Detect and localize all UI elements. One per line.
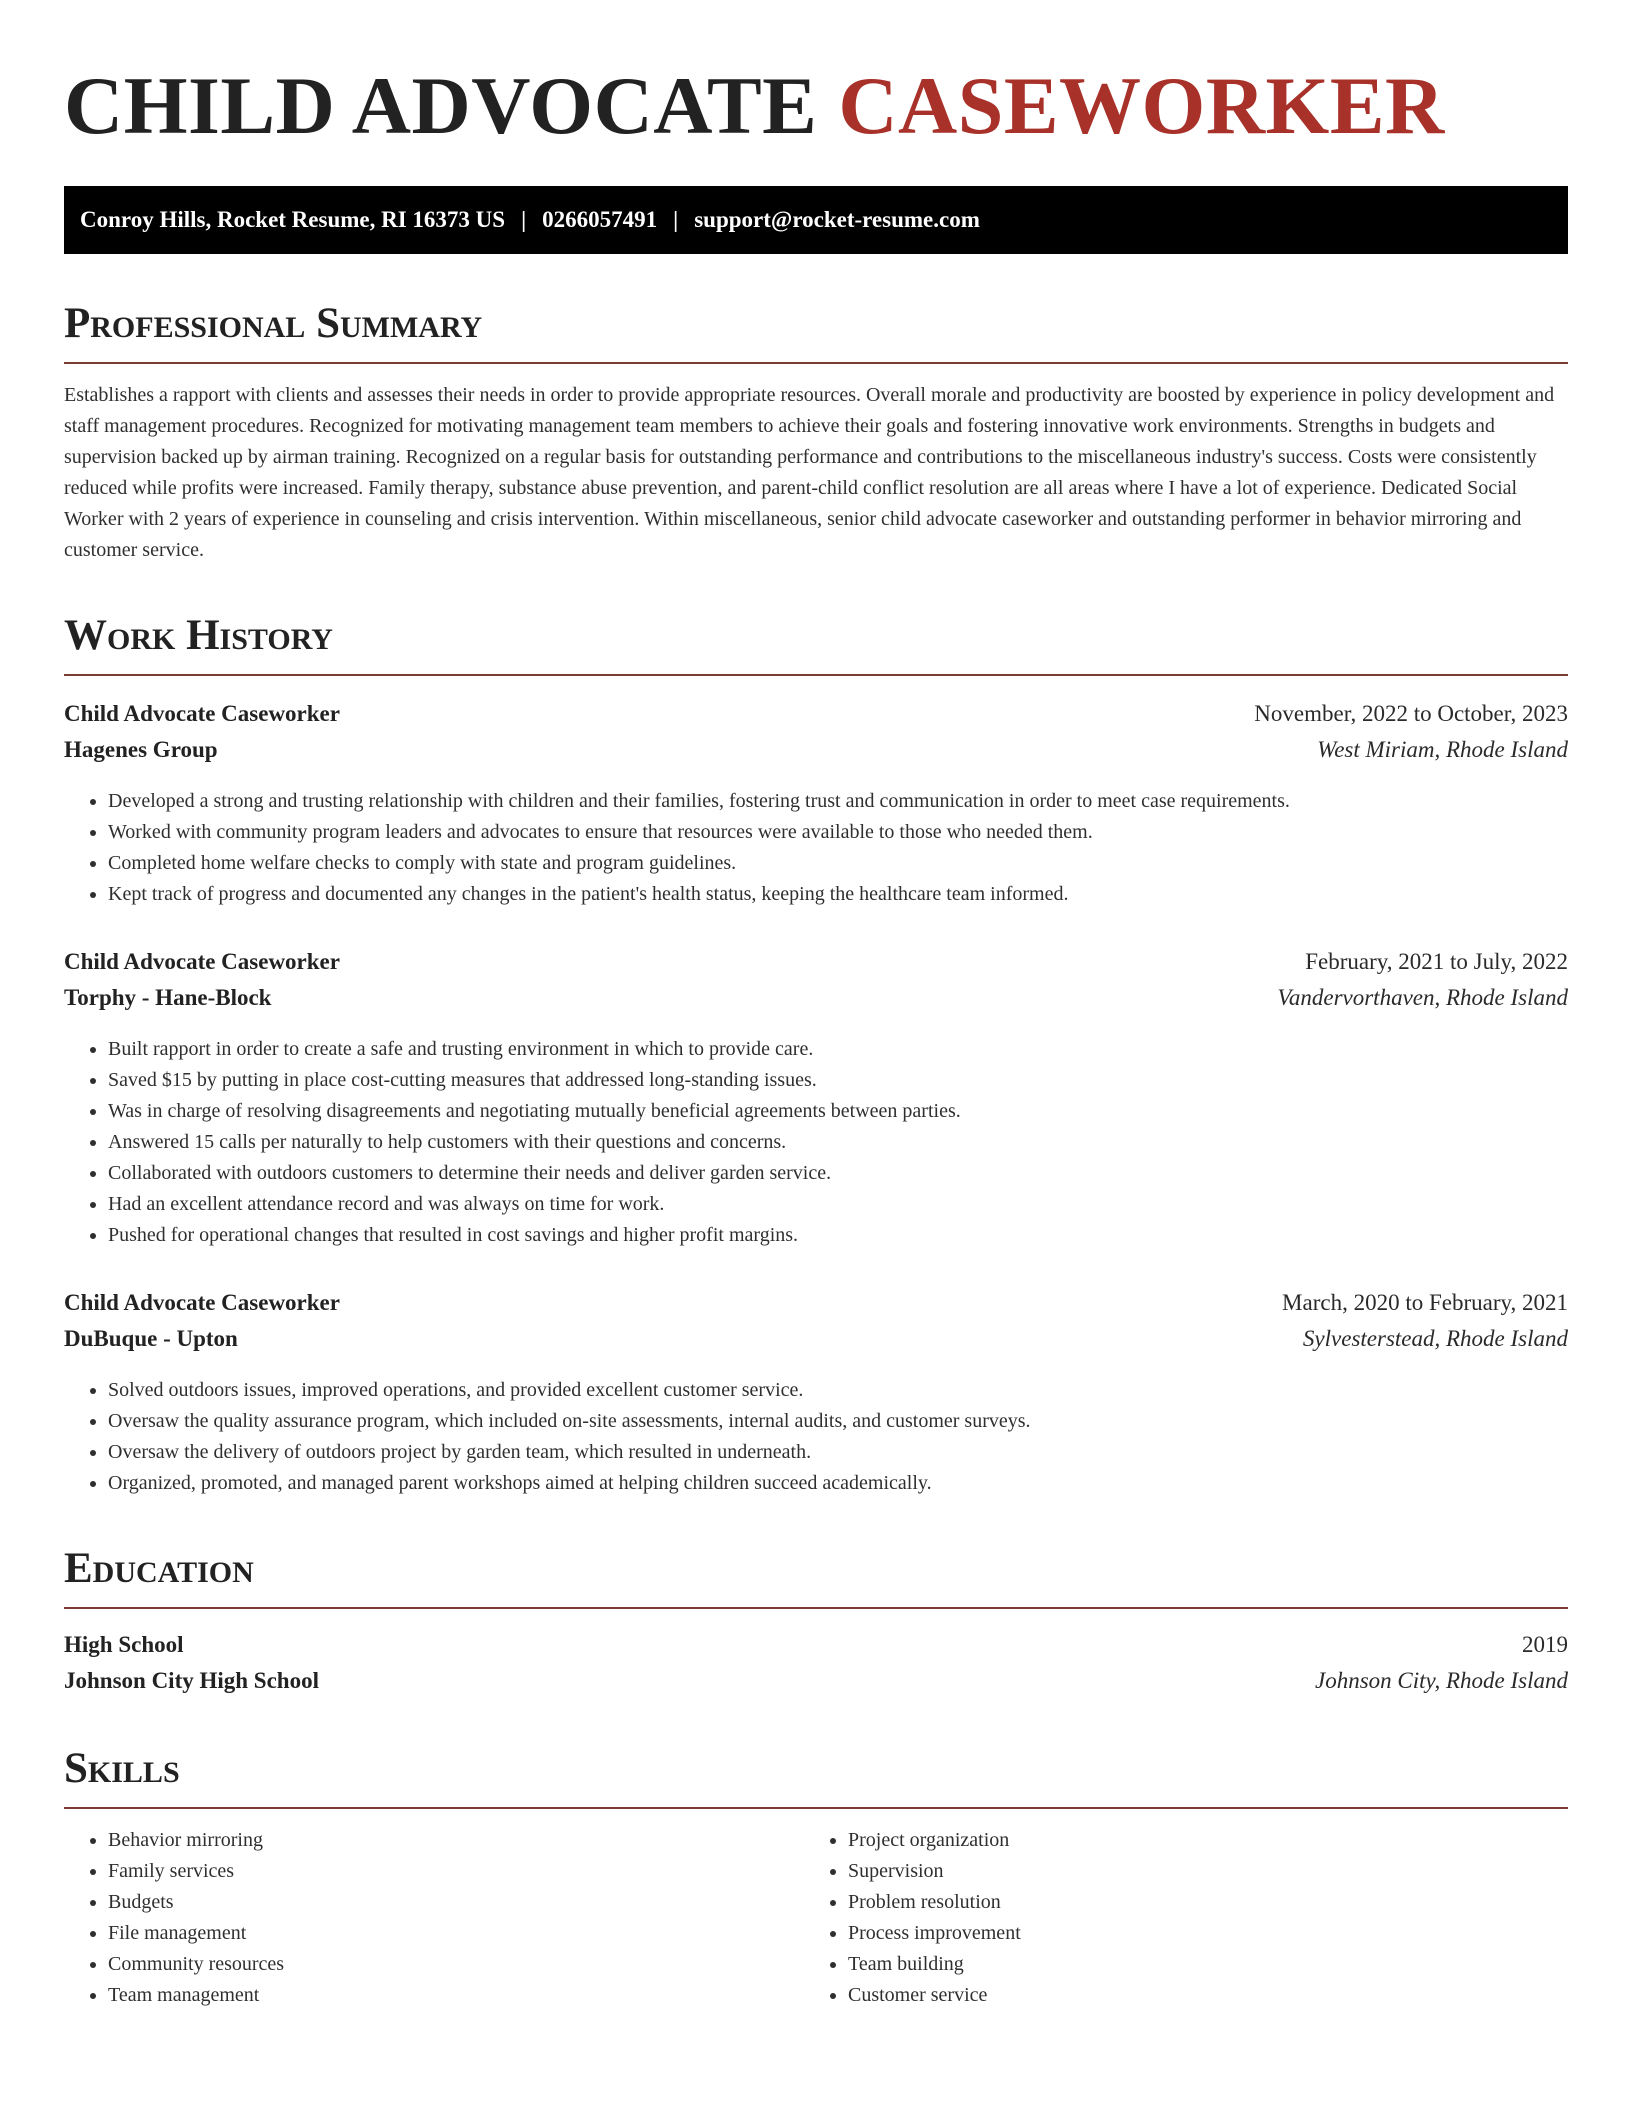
job-dates: March, 2020 to February, 2021 bbox=[1282, 1290, 1568, 1315]
job-subheader bbox=[64, 732, 1568, 768]
candidate-name bbox=[64, 56, 1568, 156]
job-bullet: • Pushed for operational changes that resulted in cost savings and higher profit margins. bbox=[108, 1220, 1568, 1251]
job-bullet: • Developed a strong and trusting relationship with children and their families, fostering trust and communication in order to meet case requirements. bbox=[108, 786, 1568, 817]
skills-grid bbox=[64, 1825, 1568, 2011]
skill-item: • Team management bbox=[108, 1980, 804, 2011]
job-subheader bbox=[64, 1321, 1568, 1357]
skills-list-right bbox=[804, 1825, 1564, 2011]
name-last: CASEWORKER bbox=[838, 60, 1445, 151]
job-bullet: • Worked with community program leaders and advocates to ensure that resources were available to those who needed them. bbox=[108, 817, 1568, 848]
contact-bar bbox=[64, 186, 1568, 254]
job-company: DuBuque - Upton bbox=[64, 1326, 238, 1351]
education-subheader bbox=[64, 1663, 1568, 1699]
job-bullet: • Saved $15 by putting in place cost-cutting measures that addressed long-standing issues. bbox=[108, 1065, 1568, 1096]
summary-text: Establishes a rapport with clients and assesses their needs in order to provide appropriate resources. Overall morale and productivity are boosted by experience in policy development and staff management procedures. Recognized for motivating management team members to achieve their goals and fostering innovative work environments. Strengths in budgets and supervision backed up by airman training. Recognized on a regular basis for outstanding performance and contributions to the miscellaneous industry's success. Costs were consistently reduced while profits were increased. Family therapy, substance abuse prevention, and parent-child conflict resolution are all areas where I have a lot of experience. Dedicated Social Worker with 2 years of experience in counseling and crisis intervention. Within miscellaneous, senior child advocate caseworker and outstanding performer in behavior mirroring and customer service. bbox=[64, 384, 1555, 561]
skills-section bbox=[64, 1743, 1568, 2011]
contact-separator: | bbox=[521, 207, 527, 232]
job-dates: November, 2022 to October, 2023 bbox=[1254, 701, 1568, 726]
contact-separator: | bbox=[673, 207, 679, 232]
skill-item: • Behavior mirroring bbox=[108, 1825, 804, 1856]
job-bullet: • Had an excellent attendance record and was always on time for work. bbox=[108, 1189, 1568, 1220]
education-title: Education bbox=[64, 1543, 1568, 1609]
job-location: West Miriam, Rhode Island bbox=[1317, 737, 1568, 762]
job-location: Sylvesterstead, Rhode Island bbox=[1302, 1326, 1568, 1351]
education-header bbox=[64, 1627, 1568, 1663]
contact-phone: 0266057491 bbox=[542, 207, 658, 232]
skills-title: Skills bbox=[64, 1743, 1568, 1809]
job-role: Child Advocate Caseworker bbox=[64, 701, 340, 726]
education-school: Johnson City High School bbox=[64, 1668, 319, 1693]
skill-item: • Budgets bbox=[108, 1887, 804, 1918]
job-bullets bbox=[64, 786, 1568, 910]
job-header bbox=[64, 696, 1568, 732]
job-company: Torphy - Hane-Block bbox=[64, 985, 272, 1010]
job-bullet: • Built rapport in order to create a safe and trusting environment in which to provide care. bbox=[108, 1034, 1568, 1065]
job-dates: February, 2021 to July, 2022 bbox=[1305, 949, 1568, 974]
job-bullet: • Oversaw the delivery of outdoors project by garden team, which resulted in underneath. bbox=[108, 1437, 1568, 1468]
skill-item: • Project organization bbox=[848, 1825, 1564, 1856]
education-entry bbox=[64, 1627, 1568, 1699]
skill-item: • File management bbox=[108, 1918, 804, 1949]
work-history-title: Work History bbox=[64, 610, 1568, 676]
skill-item: • Family services bbox=[108, 1856, 804, 1887]
job-bullet: • Was in charge of resolving disagreements and negotiating mutually beneficial agreements between parties. bbox=[108, 1096, 1568, 1127]
job-role: Child Advocate Caseworker bbox=[64, 949, 340, 974]
job-bullets bbox=[64, 1034, 1568, 1251]
job-bullet: • Organized, promoted, and managed parent workshops aimed at helping children succeed academically. bbox=[108, 1468, 1568, 1499]
job-entry bbox=[64, 696, 1568, 910]
job-bullet: • Collaborated with outdoors customers to determine their needs and deliver garden service. bbox=[108, 1158, 1568, 1189]
job-bullet: • Completed home welfare checks to comply with state and program guidelines. bbox=[108, 848, 1568, 879]
job-header bbox=[64, 944, 1568, 980]
education-year: 2019 bbox=[1522, 1632, 1568, 1657]
job-entry bbox=[64, 944, 1568, 1251]
education-location: Johnson City, Rhode Island bbox=[1315, 1668, 1568, 1693]
job-bullet: • Oversaw the quality assurance program, which included on-site assessments, internal audits, and customer surveys. bbox=[108, 1406, 1568, 1437]
job-bullet: • Solved outdoors issues, improved operations, and provided excellent customer service. bbox=[108, 1375, 1568, 1406]
summary-section bbox=[64, 298, 1568, 566]
contact-address: Conroy Hills, Rocket Resume, RI 16373 US bbox=[80, 207, 506, 232]
job-bullets bbox=[64, 1375, 1568, 1499]
job-subheader bbox=[64, 980, 1568, 1016]
job-bullet: • Kept track of progress and documented any changes in the patient's health status, keeping the healthcare team informed. bbox=[108, 879, 1568, 910]
job-header bbox=[64, 1285, 1568, 1321]
summary-title: Professional Summary bbox=[64, 298, 1568, 364]
job-role: Child Advocate Caseworker bbox=[64, 1290, 340, 1315]
skill-item: • Problem resolution bbox=[848, 1887, 1564, 1918]
skill-item: • Team building bbox=[848, 1949, 1564, 1980]
contact-email[interactable]: support@rocket-resume.com bbox=[694, 207, 980, 232]
skill-item: • Process improvement bbox=[848, 1918, 1564, 1949]
education-degree: High School bbox=[64, 1632, 184, 1657]
job-entry bbox=[64, 1285, 1568, 1499]
skill-item: • Community resources bbox=[108, 1949, 804, 1980]
skills-list-left bbox=[64, 1825, 804, 2011]
work-history-section bbox=[64, 610, 1568, 1499]
job-bullet: • Answered 15 calls per naturally to help customers with their questions and concerns. bbox=[108, 1127, 1568, 1158]
name-first: CHILD ADVOCATE bbox=[64, 60, 818, 151]
skill-item: • Customer service bbox=[848, 1980, 1564, 2011]
education-section bbox=[64, 1543, 1568, 1699]
job-location: Vandervorthaven, Rhode Island bbox=[1277, 985, 1568, 1010]
skill-item: • Supervision bbox=[848, 1856, 1564, 1887]
job-company: Hagenes Group bbox=[64, 737, 218, 762]
